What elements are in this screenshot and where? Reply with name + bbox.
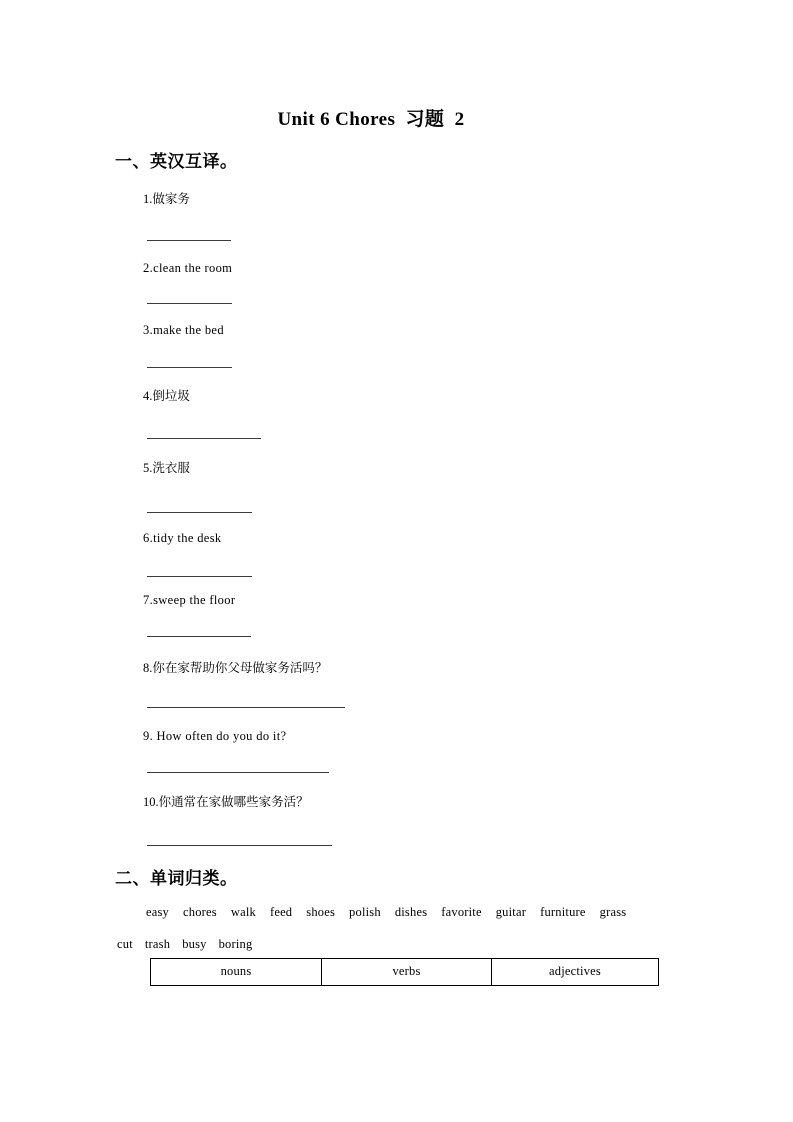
word-bank-item: trash (144, 937, 171, 951)
word-bank-item: grass (599, 905, 627, 919)
translation-item-10: 10.你通常在家做哪些家务活？ (143, 795, 309, 809)
word-bank-item: polish (349, 905, 381, 919)
answer-blank-10[interactable] (147, 845, 332, 846)
answer-blank-3[interactable] (147, 367, 232, 368)
answer-blank-4[interactable] (147, 438, 261, 439)
word-bank-item: feed (269, 905, 293, 919)
page-title: Unit 6 Chores 习题 2 (277, 109, 465, 130)
section-heading-translation: 一、英汉互译。 (115, 152, 238, 172)
word-bank-item: shoes (306, 905, 336, 919)
word-bank-item: favorite (441, 905, 482, 919)
word-bank-item: busy (182, 937, 207, 951)
word-bank-item: easy (146, 905, 170, 919)
answer-blank-8[interactable] (147, 707, 345, 708)
translation-item-7: 7.sweep the floor (143, 593, 236, 607)
translation-item-4: 4.倒垃圾 (143, 389, 190, 403)
table-header-verbs: verbs (322, 959, 492, 986)
answer-blank-6[interactable] (147, 576, 252, 577)
section-heading-word-classification: 二、单词归类。 (115, 869, 238, 889)
word-classification-table (150, 958, 659, 986)
translation-item-9: 9. How often do you do it? (143, 729, 287, 743)
translation-item-5: 5.洗衣服 (143, 461, 190, 475)
answer-blank-5[interactable] (147, 512, 252, 513)
word-bank-line-1 (146, 905, 626, 920)
translation-item-6: 6.tidy the desk (143, 531, 222, 545)
word-bank-item: chores (183, 905, 217, 919)
answer-blank-7[interactable] (147, 636, 251, 637)
table-header-adjectives: adjectives (492, 959, 659, 986)
word-bank-item: guitar (495, 905, 527, 919)
word-bank-item: walk (230, 905, 256, 919)
word-bank-item: cut (117, 937, 133, 951)
answer-blank-2[interactable] (147, 303, 232, 304)
table-header-row (151, 959, 659, 986)
answer-blank-1[interactable] (147, 240, 231, 241)
word-bank-line-2 (117, 937, 252, 952)
translation-item-1: 1.做家务 (143, 192, 190, 206)
translation-item-8: 8.你在家帮助你父母做家务活吗？ (143, 661, 328, 675)
table-header-nouns: nouns (151, 959, 322, 986)
translation-item-2: 2.clean the room (143, 261, 233, 275)
word-bank-item: dishes (394, 905, 428, 919)
word-bank-item: furniture (540, 905, 586, 919)
answer-blank-9[interactable] (147, 772, 329, 773)
word-bank-item: boring (218, 937, 253, 951)
translation-item-3: 3.make the bed (143, 323, 224, 337)
